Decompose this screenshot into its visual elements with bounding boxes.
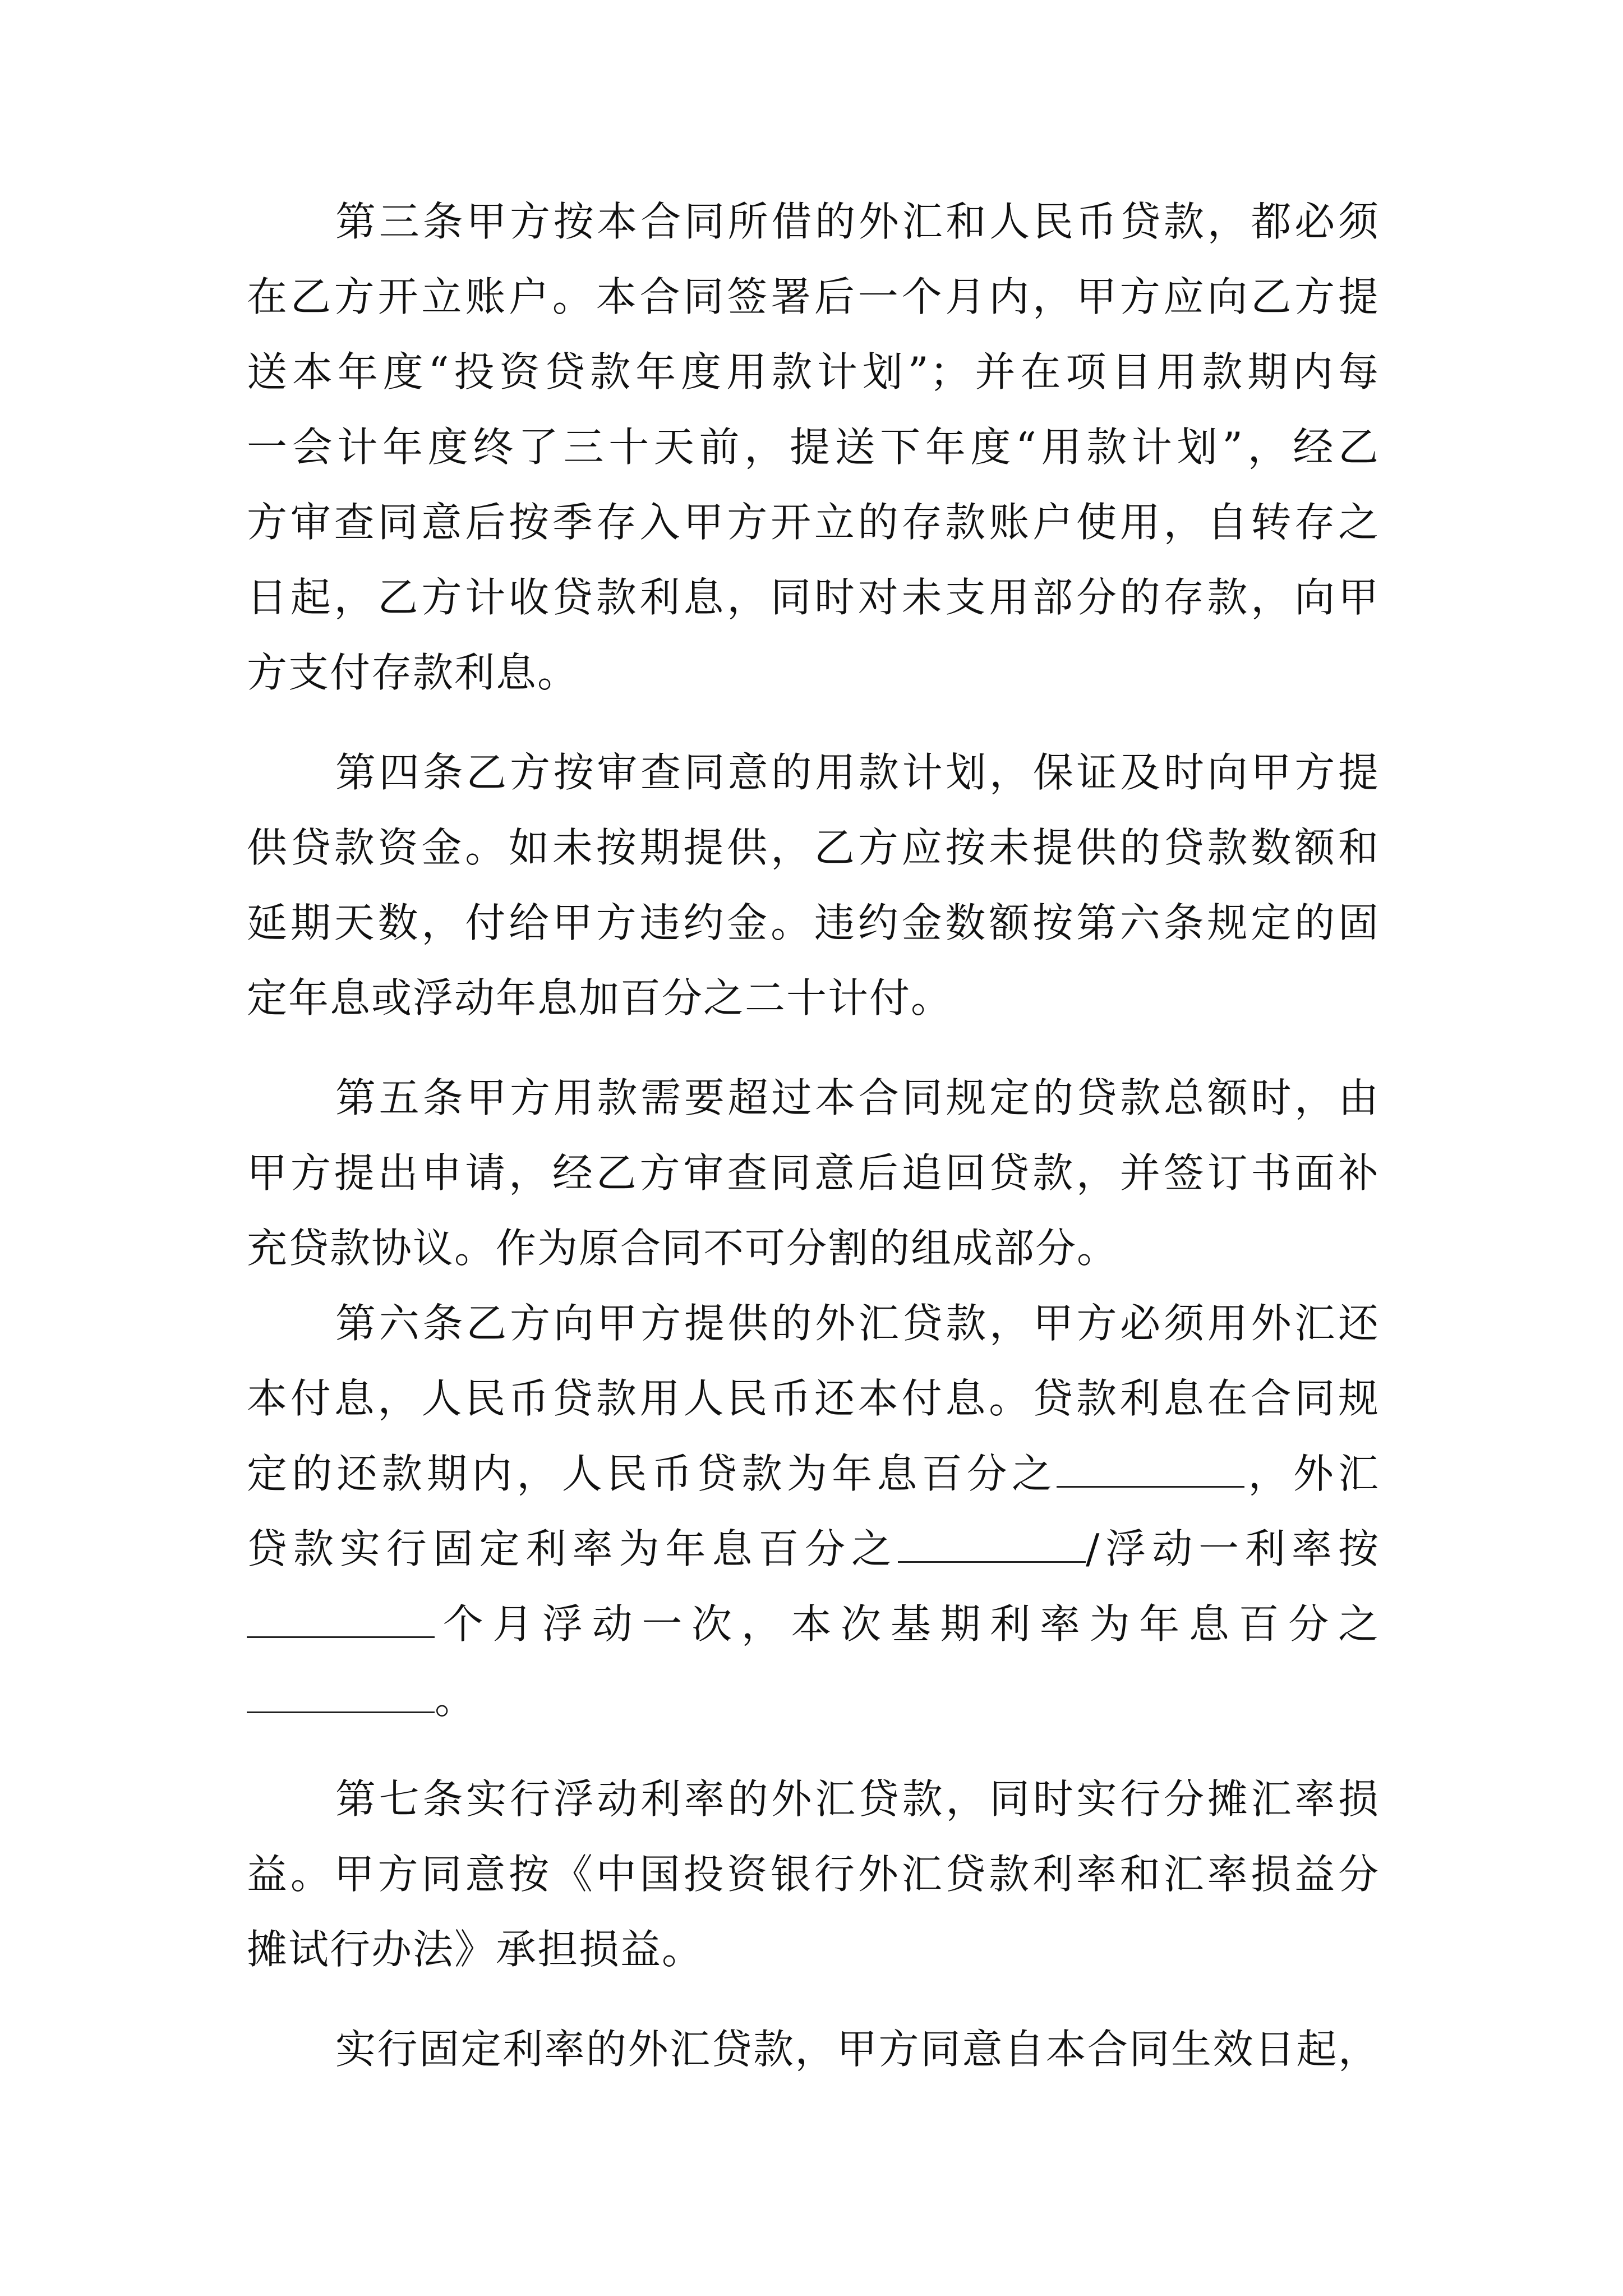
text-line: 第三条甲方按本合同所借的外汇和人民币贷款，都必须 (335, 198, 1380, 245)
text-line: 送本年度“投资贷款年度用款计划”；并在项目用款期内每 (247, 348, 1380, 395)
fill-in-blank[interactable] (247, 1672, 435, 1713)
text-segment: ，外汇 (1244, 1450, 1380, 1497)
fill-in-blank[interactable] (898, 1522, 1086, 1563)
text-line: 方审查同意后按季存入甲方开立的存款账户使用，自转存之 (247, 499, 1380, 546)
text-line: 定年息或浮动年息加百分之二十计付。 (247, 974, 953, 1022)
rate-line-1 (247, 1443, 1380, 1504)
text-line: 第六条乙方向甲方提供的外汇贷款，甲方必须用外汇还 (335, 1300, 1380, 1347)
rate-line-4 (247, 1668, 1380, 1730)
text-segment: 个月浮动一次，本次基期利率为年息百分之 (435, 1600, 1380, 1648)
text-line: 第四条乙方按审查同意的用款计划，保证及时向甲方提 (335, 749, 1380, 796)
text-line: 第五条甲方用款需要超过本合同规定的贷款总额时，由 (335, 1074, 1380, 1121)
text-segment: 。 (435, 1676, 477, 1723)
text-segment: 定的还款期内，人民币贷款为年息百分之 (247, 1450, 1057, 1497)
text-line: 在乙方开立账户。本合同签署后一个月内，甲方应向乙方提 (247, 273, 1380, 320)
text-line: 第七条实行浮动利率的外汇贷款，同时实行分摊汇率损 (335, 1775, 1380, 1823)
text-line: 甲方提出申请，经乙方审查同意后追回贷款，并签订书面补 (247, 1149, 1380, 1197)
rate-line-3 (247, 1593, 1380, 1655)
text-line: 供贷款资金。如未按期提供，乙方应按未提供的贷款数额和 (247, 824, 1380, 871)
text-segment: 贷款实行固定利率为年息百分之 (247, 1525, 898, 1572)
text-line: 益。甲方同意按《中国投资银行外汇贷款利率和汇率损益分 (247, 1851, 1380, 1898)
text-line: 一会计年度终了三十天前，提送下年度“用款计划”，经乙 (247, 424, 1380, 471)
text-line: 实行固定利率的外汇贷款，甲方同意自本合同生效日起， (335, 2026, 1380, 2073)
text-line: 日起，乙方计收贷款利息，同时对未支用部分的存款，向甲 (247, 574, 1380, 621)
fill-in-blank[interactable] (247, 1597, 435, 1638)
text-segment: /浮动一利率按 (1086, 1525, 1380, 1572)
text-line: 充贷款协议。作为原合同不可分割的组成部分。 (247, 1225, 1119, 1272)
fill-in-blank[interactable] (1057, 1447, 1244, 1488)
text-line: 摊试行办法》承担损益。 (247, 1926, 704, 1973)
rate-line-2 (247, 1518, 1380, 1580)
text-line: 本付息，人民币贷款用人民币还本付息。贷款利息在合同规 (247, 1375, 1380, 1422)
text-line: 方支付存款利息。 (247, 649, 579, 696)
text-line: 延期天数，付给甲方违约金。违约金数额按第六条规定的固 (247, 899, 1380, 946)
